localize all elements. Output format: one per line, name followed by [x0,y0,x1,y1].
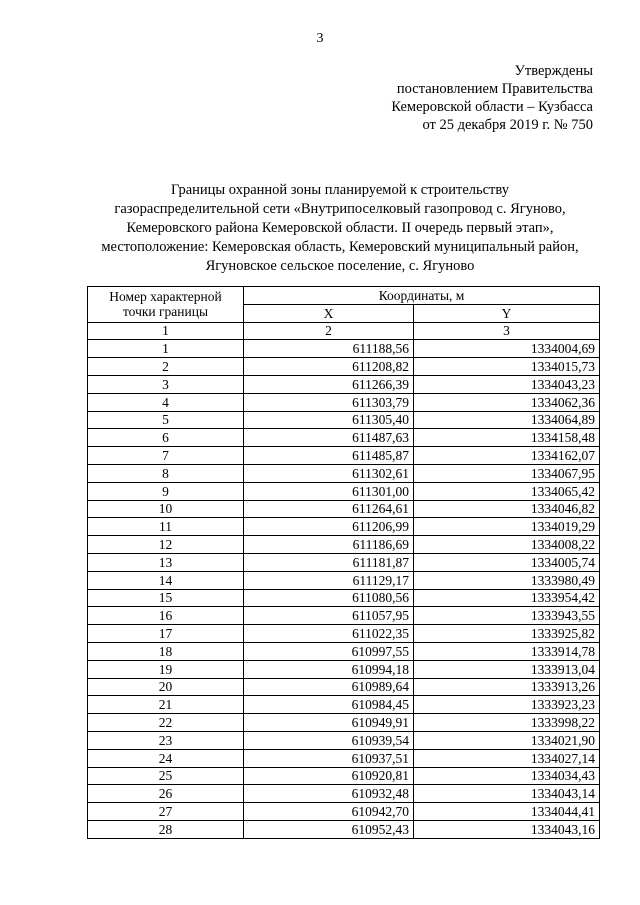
table-row [88,429,600,447]
approval-line: постановлением Правительства [396,81,593,97]
y-coordinate-cell: 1333954,42 [414,589,600,607]
y-coordinate-cell: 1333923,23 [414,696,600,714]
table-row [88,642,600,660]
table-row [88,678,600,696]
table-row [88,607,600,625]
point-number-cell: 2 [88,358,244,376]
title-line: газораспределительной сети «Внутрипоселковый газопровод с. Ягуново, [114,201,566,217]
x-coordinate-cell: 611303,79 [244,393,414,411]
y-coordinate-cell: 1334015,73 [414,358,600,376]
column-number: 3 [414,322,600,340]
y-coordinate-cell: 1334043,16 [414,820,600,838]
approval-line: от 25 декабря 2019 г. № 750 [422,117,593,133]
point-number-cell: 24 [88,749,244,767]
y-coordinate-cell: 1334065,42 [414,482,600,500]
y-coordinate-cell: 1333980,49 [414,571,600,589]
point-number-cell: 1 [88,340,244,358]
table-row [88,340,600,358]
y-coordinate-cell: 1334043,14 [414,785,600,803]
point-number-cell: 19 [88,660,244,678]
point-number-cell: 10 [88,500,244,518]
page-number: 3 [316,31,324,46]
y-coordinate-cell: 1334021,90 [414,731,600,749]
y-coordinate-cell: 1334043,23 [414,375,600,393]
table-row [88,820,600,838]
y-coordinate-cell: 1334044,41 [414,803,600,821]
header-coordinates: Координаты, м [244,287,600,305]
table-row [88,785,600,803]
table-row [88,482,600,500]
point-number-cell: 15 [88,589,244,607]
point-number-cell: 22 [88,714,244,732]
x-coordinate-cell: 611181,87 [244,553,414,571]
y-coordinate-cell: 1334162,07 [414,447,600,465]
x-coordinate-cell: 611129,17 [244,571,414,589]
x-coordinate-cell: 611208,82 [244,358,414,376]
table-row [88,749,600,767]
point-number-cell: 7 [88,447,244,465]
y-coordinate-cell: 1334004,69 [414,340,600,358]
point-number-cell: 12 [88,536,244,554]
x-coordinate-cell: 610994,18 [244,660,414,678]
approval-line: Кемеровской области – Кузбасса [391,99,593,115]
y-coordinate-cell: 1333925,82 [414,625,600,643]
x-coordinate-cell: 611057,95 [244,607,414,625]
point-number-cell: 17 [88,625,244,643]
point-number-cell: 27 [88,803,244,821]
y-coordinate-cell: 1334046,82 [414,500,600,518]
table-row [88,500,600,518]
point-number-cell: 21 [88,696,244,714]
approval-block [363,62,593,134]
table-row [88,714,600,732]
table-row [88,767,600,785]
y-coordinate-cell: 1333913,04 [414,660,600,678]
x-coordinate-cell: 611264,61 [244,500,414,518]
x-coordinate-cell: 611188,56 [244,340,414,358]
table-row [88,464,600,482]
column-number: 2 [244,322,414,340]
table-row [88,518,600,536]
table-row [88,589,600,607]
point-number-cell: 11 [88,518,244,536]
x-coordinate-cell: 611080,56 [244,589,414,607]
point-number-cell: 9 [88,482,244,500]
table-row [88,411,600,429]
point-number-cell: 8 [88,464,244,482]
x-coordinate-cell: 610937,51 [244,749,414,767]
table-row [88,803,600,821]
x-coordinate-cell: 610984,45 [244,696,414,714]
y-coordinate-cell: 1334027,14 [414,749,600,767]
x-coordinate-cell: 610989,64 [244,678,414,696]
y-coordinate-cell: 1334064,89 [414,411,600,429]
y-coordinate-cell: 1334158,48 [414,429,600,447]
table-row [88,358,600,376]
x-coordinate-cell: 610942,70 [244,803,414,821]
point-number-cell: 16 [88,607,244,625]
x-coordinate-cell: 611206,99 [244,518,414,536]
table-row [88,660,600,678]
x-coordinate-cell: 611305,40 [244,411,414,429]
y-coordinate-cell: 1333943,55 [414,607,600,625]
point-number-cell: 6 [88,429,244,447]
x-coordinate-cell: 611485,87 [244,447,414,465]
x-coordinate-cell: 610997,55 [244,642,414,660]
point-number-cell: 13 [88,553,244,571]
y-coordinate-cell: 1333913,26 [414,678,600,696]
x-coordinate-cell: 611022,35 [244,625,414,643]
point-number-cell: 26 [88,785,244,803]
x-coordinate-cell: 610932,48 [244,785,414,803]
y-coordinate-cell: 1334019,29 [414,518,600,536]
x-coordinate-cell: 610920,81 [244,767,414,785]
approval-line: Утверждены [514,63,593,79]
y-coordinate-cell: 1333998,22 [414,714,600,732]
x-coordinate-cell: 611302,61 [244,464,414,482]
point-number-cell: 14 [88,571,244,589]
document-title [60,181,620,276]
point-number-cell: 25 [88,767,244,785]
table-body [88,340,600,838]
table-row [88,375,600,393]
table-row [88,536,600,554]
table-row [88,731,600,749]
y-coordinate-cell: 1334067,95 [414,464,600,482]
x-coordinate-cell: 611266,39 [244,375,414,393]
x-coordinate-cell: 611487,63 [244,429,414,447]
y-coordinate-cell: 1334034,43 [414,767,600,785]
point-number-cell: 18 [88,642,244,660]
point-number-cell: 4 [88,393,244,411]
point-number-cell: 23 [88,731,244,749]
point-number-cell: 28 [88,820,244,838]
x-coordinate-cell: 610939,54 [244,731,414,749]
title-line: Ягуновское сельское поселение, с. Ягуново [205,258,475,274]
header-x: X [244,304,414,322]
y-coordinate-cell: 1334005,74 [414,553,600,571]
column-number: 1 [88,322,244,340]
table-row [88,571,600,589]
point-number-cell: 5 [88,411,244,429]
header-y: Y [414,304,600,322]
point-number-cell: 20 [88,678,244,696]
y-coordinate-cell: 1334062,36 [414,393,600,411]
title-line: Границы охранной зоны планируемой к строительству [171,182,509,198]
table-row [88,553,600,571]
coordinates-table [87,286,600,839]
title-line: Кемеровского района Кемеровской области. II очередь первый этап», [126,220,554,236]
x-coordinate-cell: 610949,91 [244,714,414,732]
title-line: местоположение: Кемеровская область, Кемеровский муниципальный район, [101,239,579,255]
y-coordinate-cell: 1334008,22 [414,536,600,554]
header-point-number: Номер характерной точки границы [88,287,244,323]
x-coordinate-cell: 611186,69 [244,536,414,554]
y-coordinate-cell: 1333914,78 [414,642,600,660]
table-row [88,625,600,643]
table-row [88,447,600,465]
table-row [88,696,600,714]
table-row [88,393,600,411]
point-number-cell: 3 [88,375,244,393]
x-coordinate-cell: 610952,43 [244,820,414,838]
x-coordinate-cell: 611301,00 [244,482,414,500]
